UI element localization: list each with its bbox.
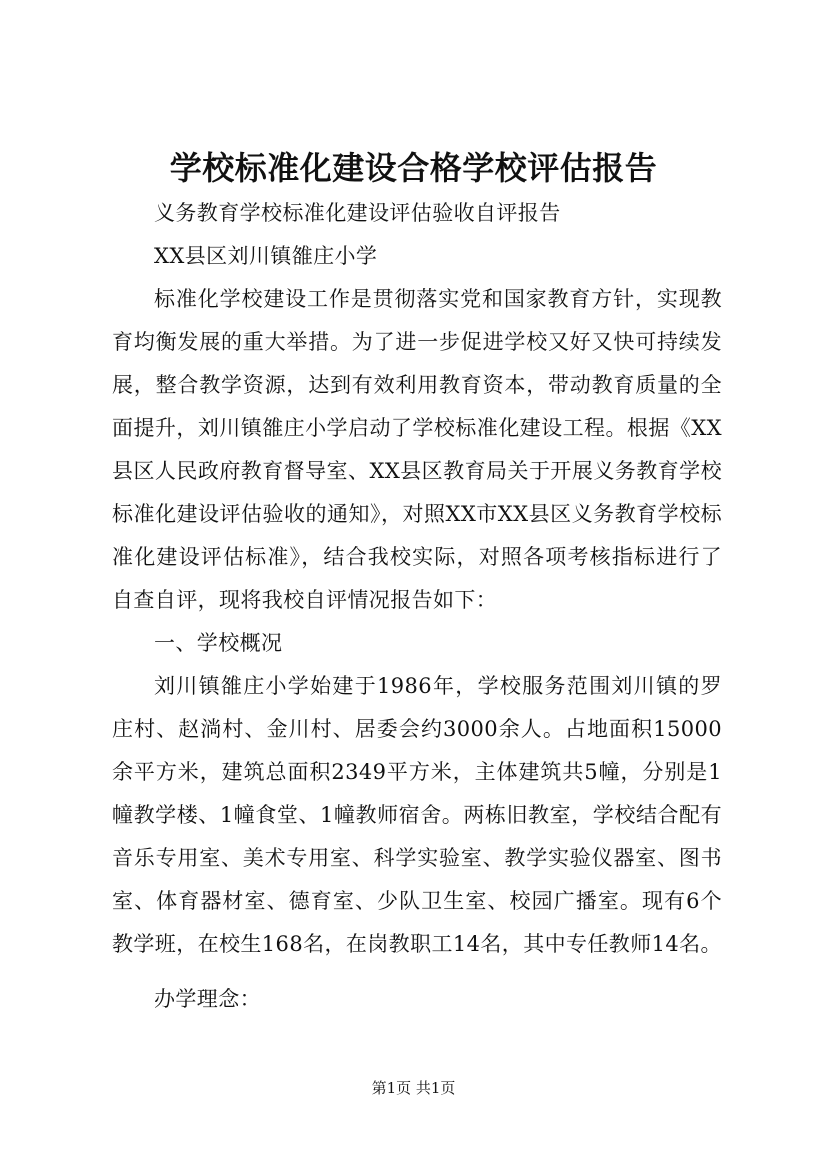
document-subtitle: 义务教育学校标准化建设评估验收自评报告: [154, 201, 561, 225]
page-number-footer: 第1页 共1页: [371, 1079, 456, 1097]
intro-paragraph: 标准化学校建设工作是贯彻落实党和国家教育方针，实现教育均衡发展的重大举措。为了进一步促进学校又好又快可持续发展，整合教学资源，达到有效利用教育资本，带动教育质量的全面提升，刘川镇雒庄小学启动了学校标准化建设工程。根据《XX县区人民政府教育督导室、XX县区教育局关于开展义务教育学校标准化建设评估验收的通知》，对照XX市XX县区义务教育学校标准化建设评估标准》，结合我校实际，对照各项考核指标进行了自查自评，现将我校自评情况报告如下：: [112, 287, 722, 612]
school-overview-paragraph: 刘川镇雒庄小学始建于1986年，学校服务范围刘川镇的罗庄村、赵淌村、金川村、居委会约3000余人。占地面积15000余平方米，建筑总面积2349平方米，主体建筑共5幢，分别是1幢教学楼、1幢食堂、1幢教师宿舍。两栋旧教室，学校结合配有音乐专用室、美术专用室、科学实验室、教学实验仪器室、图书室、体育器材室、德育室、少队卫生室、校园广播室。现有6个教学班，在校生168名，在岗教职工14名，其中专任教师14名。: [112, 674, 722, 956]
document-title: 学校标准化建设合格学校评估报告: [169, 149, 658, 187]
school-name: XX县区刘川镇雒庄小学: [154, 244, 378, 268]
paragraph-spacer: [112, 966, 722, 978]
document-body: [112, 192, 722, 1021]
section-heading-school-overview: 一、学校概况: [154, 631, 283, 655]
section-heading-philosophy: 办学理念：: [154, 987, 261, 1011]
